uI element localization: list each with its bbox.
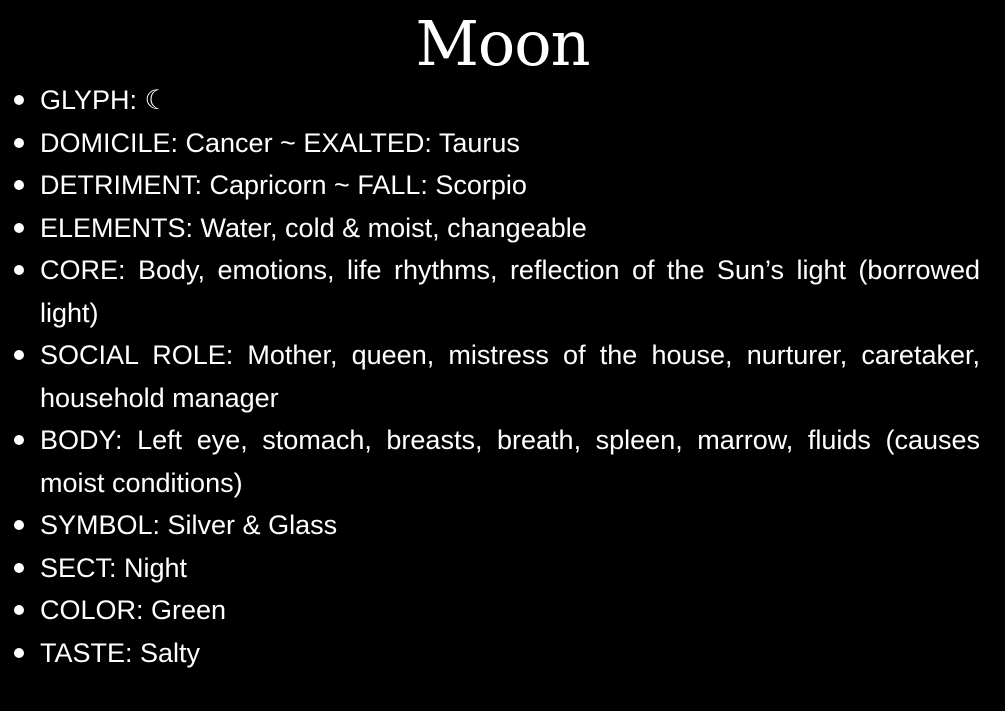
list-item-text: GLYPH: ☾ [40, 85, 169, 115]
bullet-icon [14, 138, 24, 148]
bullet-icon [14, 648, 24, 658]
list-item-text: SYMBOL: Silver & Glass [40, 510, 338, 540]
page-title: Moon [415, 7, 590, 80]
attribute-list [0, 79, 1005, 674]
bullet-icon [14, 265, 24, 275]
list-item-text: DETRIMENT: Capricorn ~ FALL: Scorpio [40, 170, 527, 200]
bullet-icon [14, 435, 24, 445]
list-item-color [0, 589, 980, 632]
bullet-icon [14, 95, 24, 105]
list-item-text: TASTE: Salty [40, 637, 201, 668]
list-item-text: SECT: Night [40, 552, 188, 583]
list-item-text: SOCIAL ROLE: Mother, queen, mistress of the house, nurturer, caretaker, household manager [40, 340, 980, 413]
list-item-text: BODY: Left eye, stomach, breasts, breath, spleen, marrow, fluids (causes moist conditions) [40, 425, 980, 498]
bullet-icon [14, 223, 24, 233]
bullet-icon [14, 350, 24, 360]
list-item-elements [0, 207, 980, 250]
list-item-text: ELEMENTS: Water, cold & moist, changeable [40, 212, 587, 243]
bullet-icon [14, 180, 24, 190]
list-item-symbol [0, 504, 980, 547]
bullet-icon [14, 605, 24, 615]
list-item-body [0, 419, 980, 504]
list-item-domicile [0, 122, 980, 165]
bullet-icon [14, 520, 24, 530]
list-item-detriment [0, 164, 980, 207]
list-item-text: DOMICILE: Cancer ~ EXALTED: Taurus [40, 127, 520, 158]
list-item-sect [0, 547, 980, 590]
list-item-text: COLOR: Green [40, 595, 227, 625]
list-item-taste [0, 632, 980, 675]
list-item-text: CORE: Body, emotions, life rhythms, reflection of the Sun’s light (borrowed light) [40, 255, 980, 328]
bullet-icon [14, 563, 24, 573]
list-item-glyph [0, 79, 980, 122]
list-item-core [0, 249, 980, 334]
list-item-social-role [0, 334, 980, 419]
